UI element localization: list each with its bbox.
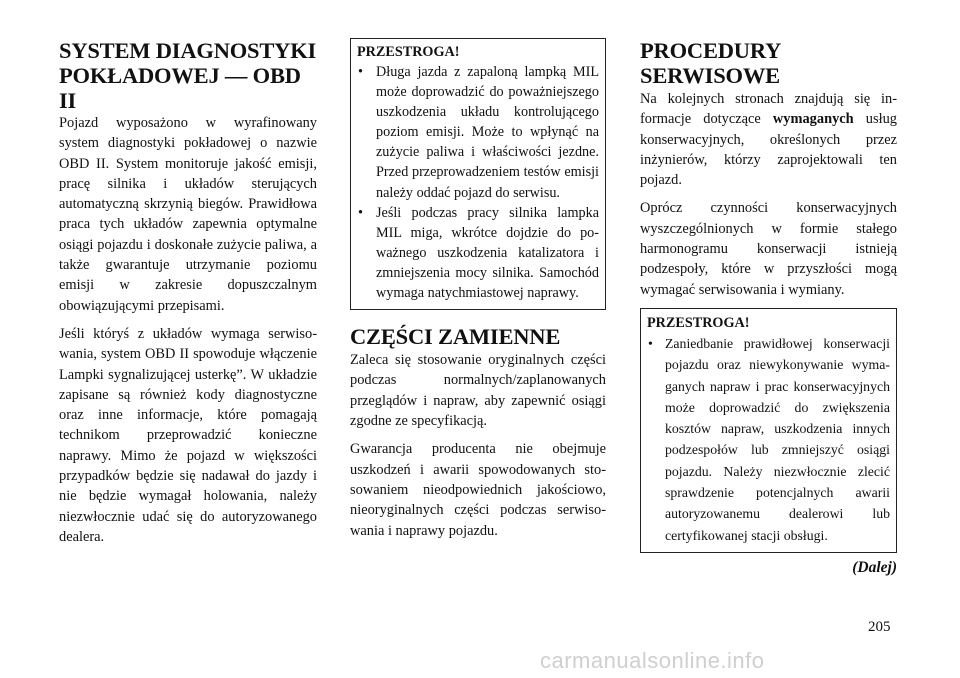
caution-item xyxy=(647,333,890,546)
service-paragraph-1 xyxy=(640,89,897,190)
caution-item xyxy=(357,62,599,203)
parts-paragraph-1: Zaleca się stosowanie oryginalnych części podczas normalnych/zaplanowanych przeglądów i napraw, aby zapewnić osiągi zgodne ze specyfikacją. xyxy=(350,352,606,430)
left-column xyxy=(59,38,317,555)
caution-item-text: Jeśli podczas pracy silnika lampka MIL miga, wkrótce dojdzie do poważnego uszkodzenia katalizatora i zmniejszenia mocy silnika. Samochód wymaga natychmiastowej naprawy. xyxy=(376,204,599,302)
continued-label: (Dalej) xyxy=(852,558,897,576)
right-column xyxy=(640,38,897,577)
caution-item xyxy=(357,203,599,303)
caution-list xyxy=(647,333,890,546)
page-number: 205 xyxy=(868,619,891,635)
caution-item-text: Zaniedbanie prawidłowej konserwacji pojazdu oraz niewykonywanie wymaganych napraw i prac konserwacyjnych może doprowadzić do zwiększenia kosztów napraw, uszkodzenia innych podzespołów lub zmniejszyć osiągi pojazdu. Należy niezwłocznie zlecić sprawdzenie potencjalnych awarii autoryzowanemu dealerowi lub certyfikowanej stacji obsługi. xyxy=(665,335,890,543)
middle-column xyxy=(350,38,606,549)
section-heading-parts: CZĘŚCI ZAMIENNE xyxy=(350,324,561,350)
caution-box-maintenance xyxy=(640,308,897,553)
bullet-icon: • xyxy=(648,335,653,351)
caution-title: PRZESTROGA! xyxy=(357,44,460,60)
service-paragraph-1-bold: wymaganych xyxy=(772,111,854,128)
caution-list xyxy=(357,62,599,303)
service-paragraph-2: Oprócz czynności konserwacyjnych wyszczególnionych w formie stałego harmonogramu konserwacji istnieją podzespoły, które w przyszłości mogą wymagać serwisowania i wymiany. xyxy=(640,200,897,298)
obd-paragraph-2: Jeśli któryś z układów wymaga serwisowania, system OBD II spowoduje włączenie Lampki sygnalizującej usterkę”. W układzie zapisane są również kody diagnostyczne oraz inne informacje, które pomagają technikom przeprowadzić konieczne naprawy. Mimo że pojazd w większości przypadków będzie się nadawał do jazdy i nie będzie wymagał holowania, należy niezwłocznie udać się do autoryzowanego dealera. xyxy=(59,325,317,545)
parts-paragraph-2: Gwarancja producenta nie obejmuje uszkodzeń i awarii spowodowanych stosowaniem nieodpowiednich jakościowo, nieoryginalnych części podczas serwisowania i naprawy pojazdu. xyxy=(350,441,606,539)
caution-title: PRZESTROGA! xyxy=(647,314,750,331)
watermark: carmanualsonline.info xyxy=(540,648,765,673)
section-heading-obd: SYSTEM DIAGNOSTYKI POKŁADOWEJ — OBD II xyxy=(59,38,317,113)
service-paragraph-1-text-end: usług konserwacyjnych, określonych przez inżynierów, którzy zaprojektowali ten pojazd. xyxy=(640,111,897,189)
bullet-icon: • xyxy=(358,64,363,80)
service-paragraph-1-text: Na kolejnych stronach znajdują się informacje dotyczące xyxy=(640,91,897,128)
obd-paragraph-1: Pojazd wyposażono w wyrafinowany system diagnostyki pokładowej o nazwie OBD II. System monitoruje jakość emisji, pracę silnika i układów sterujących automatyczną skrzynią biegów. Prawidłowa praca tych układów zapewnia optymalne osiągi pojazdu i doskonałe zużycie paliwa, a także gwarantuje utrzymanie poziomu emisji w zakresie dopuszczalnym obowiązującymi przepisami. xyxy=(59,115,317,314)
section-heading-service: PROCEDURY SERWISOWE xyxy=(640,38,781,88)
caution-box-mil xyxy=(350,38,606,310)
bullet-icon: • xyxy=(358,204,363,221)
caution-item-text: Długa jazda z zapaloną lampką MIL może doprowadzić do poważniejszego uszkodzenia układu kontrolującego poziom emisji. Może to wpłynąć na zużycie paliwa i właściwości jezdne. Przed przeprowadzeniem testów emisji należy oddać pojazd do serwisu. xyxy=(376,64,599,201)
